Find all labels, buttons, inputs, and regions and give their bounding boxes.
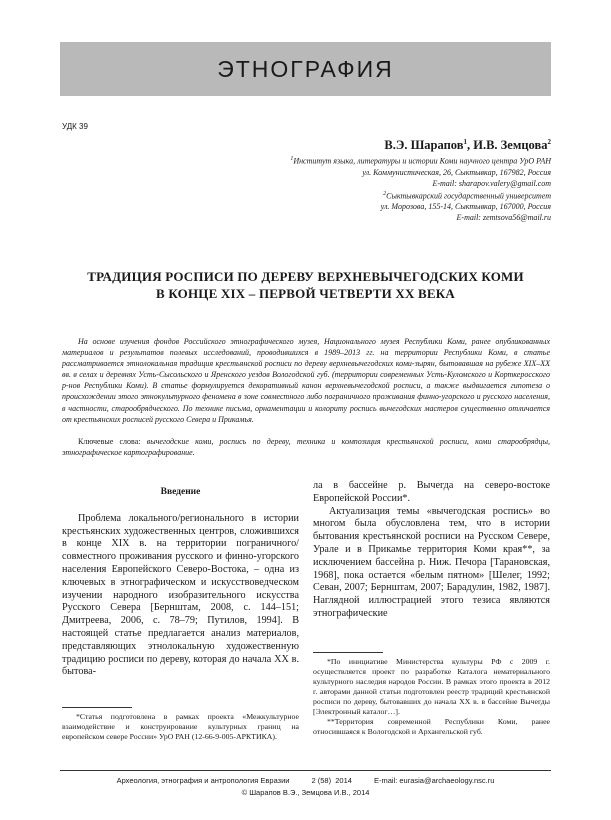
footer-copyright: © Шарапов В.Э., Земцова И.В., 2014 (241, 788, 370, 797)
affiliation-text: ул. Коммунистическая, 26, Сыктывкар, 167982, Россия (362, 167, 551, 177)
affiliation-sup: 2 (383, 190, 387, 197)
affiliation-line (131, 212, 551, 223)
body-paragraph: ла в бассейне р. Вычегда на северо-востоке Европейской России*. (313, 480, 550, 504)
keywords-text: вычегодские коми, роспись по дереву, техника и композиция крестьянской росписи, коми старообрядцы, этнографическое картографирование. (62, 437, 551, 458)
affiliation-line (131, 178, 551, 189)
affiliation-text: ул. Морозова, 155-14, Сыктывкар, 167000, Россия (380, 202, 551, 212)
footnote-text: **Территория современной Республики Коми, ранее относившаяся к Вологодской и Архангельской губ. (313, 717, 550, 736)
right-column (313, 480, 550, 621)
footnote-rule-right (313, 652, 383, 653)
udk-code: УДК 39 (62, 122, 88, 131)
author-2-sup: 2 (547, 138, 551, 146)
affiliations (131, 154, 551, 223)
footer-journal-line (60, 776, 551, 785)
title-line-2: В КОНЦЕ XIX – ПЕРВОЙ ЧЕТВЕРТИ XX ВЕКА (156, 286, 455, 301)
title-line-1: ТРАДИЦИЯ РОСПИСИ ПО ДЕРЕВУ ВЕРХНЕВЫЧЕГОДСКИХ КОМИ (87, 269, 524, 284)
footer-rule (60, 770, 551, 771)
affiliation-email[interactable]: E-mail: sharapov.valery@gmail.com (432, 178, 551, 188)
affiliation-sup: 1 (290, 156, 294, 162)
left-column (62, 480, 299, 679)
author-2: И.В. Земцова (473, 138, 548, 153)
affiliation-text: Сыктывкарский государственный университет (386, 191, 551, 201)
affiliation-line (131, 167, 551, 178)
footnote-rule-left (62, 707, 132, 708)
article-title (60, 268, 551, 302)
author-separator: , (467, 138, 474, 153)
footer-issue: 2 (58) (311, 776, 332, 785)
keywords (62, 436, 550, 458)
body-paragraph: Актуализация темы «вычегодская роспись» во многом была обусловлена тем, что в истории бытования крестьянской росписи на Русском Севере, Урале и в Прикамье территория Коми края**, за исключением бассейна р. Ниж. Печора [Тарановская, 1968], пока остается «белым пятном» [Шелег, 1992; Севан, 2007; Бернштам, 2007; Барадулин, 1982, 1987]. Наглядной иллюстрацией этого тезиса являются этнографические (313, 505, 550, 619)
intro-heading: Введение (160, 487, 201, 497)
footer-year: 2014 (335, 776, 352, 785)
body-paragraph: Проблема локального/регионального в истории крестьянских художественных центров, сложившихся в конце XIX в. на территории пограничного/совместного проживания русского и финно-угорского населения Европейского Северо-Востока, – одна из ключевых в этнографическом и искусствоведческом изучении народного изобразительного искусства Русского Севера [Бернштам, 2008, с. 144–151; Дмитреева, 2006, с. 78–79; Путилов, 1994]. В настоящей статье предлагается анализ материалов, представляющих этнолокальную художественную традицию росписи по дереву, которая до начала XX в. бытова- (62, 512, 299, 678)
footnote-right (313, 657, 550, 737)
section-banner (60, 42, 551, 96)
author-1: В.Э. Шарапов (384, 138, 464, 153)
footer-journal: Археология, этнография и антропология Евразии (116, 776, 290, 785)
footer-email[interactable]: E-mail: eurasia@archaeology.nsc.ru (373, 776, 495, 785)
footnote-text: *По инициативе Министерства культуры РФ с 2009 г. осуществляется проект по разработке Каталога нематериального культурного наследия народов России. В рамках этого проекта в 2012 г. авторами данной статьи подготовлен реестр традиций крестьянской росписи по дереву, бытовавших до начала XX в. в бассейне Вычегды [Электронный каталог…]. (313, 657, 550, 716)
author-1-sup: 1 (463, 138, 467, 146)
affiliation-line (131, 189, 551, 202)
footnote-text: *Статья подготовлена в рамках проекта «Межкультурное взаимодействие и конструирование культурных границ на европейском севере России» УрО РАН (12-66-9-005-АРКТИКА). (62, 712, 299, 741)
section-title: ЭТНОГРАФИЯ (217, 55, 394, 82)
authors-line (384, 138, 551, 153)
abstract (62, 336, 550, 425)
affiliation-email[interactable]: E-mail: zemtsova56@mail.ru (456, 213, 551, 223)
affiliation-line (131, 201, 551, 212)
abstract-text: На основе изучения фондов Российского этнографического музея, Национального музея Республики Коми, ранее опубликованных материалов и результатов полевых исследований, проводившихся в 1989–2013 гг. на территории Республики Коми, в статье рассматривается этнолокальная традиция крестьянской росписи по дереву верхневычегодских коми-зырян, бытовавшая на рубеже XIX–XX вв. в селах и деревнях Усть-Сысольского и Яренского уездов Вологодской губ. (территории современных Усть-Куломского и Корткеросского р-нов Республики Коми). В статье формулируется декоративный канон верхневычегодской росписи, а также выдвигается гипотеза о происхождении этого этнокультурного феномена в зоне совместного либо пограничного проживания финно-угорского и русского населения, в частности, старообрядческого. По технике письма, орнаментации и колориту роспись вычегодских мастеров существенно отличается от крестьянских росписей русского Севера и Прикамья. (62, 337, 550, 424)
affiliation-line (131, 154, 551, 167)
footer-copyright-line (60, 788, 551, 797)
footnote-left (62, 712, 299, 742)
affiliation-text: Институт языка, литературы и истории Коми научного центра УрО РАН (293, 156, 551, 166)
keywords-label: Ключевые слова: (78, 437, 147, 446)
